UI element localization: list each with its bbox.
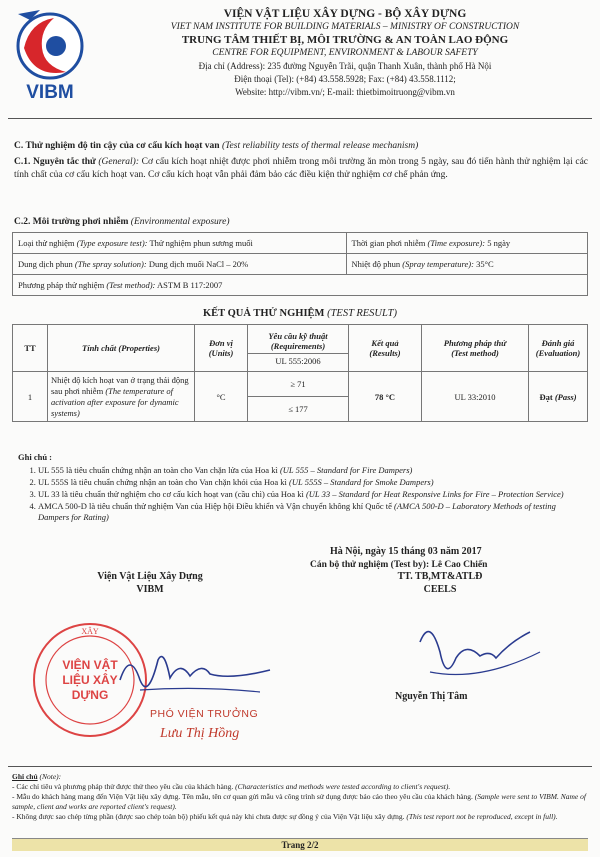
institute-signatory: Viện Vật Liệu Xây Dựng VIBM	[97, 571, 203, 595]
notes: Ghi chú : 1. UL 555 là tiêu chuẩn chứng nhận an toàn cho Van chặn lửa của Hoa kì (UL 555 – Standard for Fire Dampers) 2. UL 555S là tiêu chuẩn chứng nhận an toàn cho Van chặn khói của Hoa kì (UL 555S – Standard for Smoke Dampers) 3. UL 33 là tiêu chuẩn thử nghiệm cho cơ cấu kích hoạt van (cầu chì) của Hoa kì (UL 33 – Standard for Heat Responsive Links for Fire – Protection Service) 4. AMCA 500-D là tiêu chuẩn thử nghiệm Van của Hiệp hội Điều khiển và Vận chuyển không khí Quốc tế (AMCA 500-D – Laboratory Methods of testing Dampers for Rating)	[18, 452, 588, 524]
section-c-title: C. Thử nghiệm độ tin cậy của cơ cấu kích hoạt van (Test reliability tests of thermal release mechanism)	[14, 141, 419, 151]
list-item: 4. AMCA 500-D là tiêu chuẩn thử nghiệm Van của Hiệp hội Điều khiển và Vận chuyển không khí Quốc tế (AMCA 500-D – Laboratory Methods of testing Dampers for Rating)	[38, 501, 588, 523]
col-unit: Đơn vị (Units)	[195, 325, 248, 372]
tested-by: Cán bộ thử nghiệm (Test by): Lê Cao Chiến	[310, 560, 488, 570]
centre-name-en: CENTRE FOR EQUIPMENT, ENVIRONMENT & LABOUR SAFETY	[212, 48, 478, 58]
address: Địa chỉ (Address): 235 đường Nguyễn Trãi, quận Thanh Xuân, thành phố Hà Nội	[198, 61, 492, 71]
institute-stamp: XÂY VIỆN VẬT LIỆU XÂY DỰNG	[30, 620, 150, 740]
institute-name-en: VIET NAM INSTITUTE FOR BUILDING MATERIALS – MINISTRY OF CONSTRUCTION	[170, 22, 520, 32]
results-table	[12, 324, 588, 422]
exposure-table	[12, 232, 588, 296]
col-evaluation: Đánh giá (Evaluation)	[529, 325, 588, 372]
footer-divider	[8, 766, 592, 767]
spray-temp-cell: Nhiệt độ phun (Spray temperature): 35°C	[346, 254, 588, 275]
website-email: Website: http://vibm.vn/; E-mail: thietbimoitruong@vibm.vn	[235, 87, 455, 97]
deputy-director-title: PHÓ VIỆN TRƯỞNG	[150, 708, 259, 720]
centre-name-vn: TRUNG TÂM THIẾT BỊ, MÔI TRƯỜNG & AN TOÀN LAO ĐỘNG	[181, 34, 509, 46]
section-c1: C.1. Nguyên tắc thử (General): Cơ cấu kích hoạt nhiệt được phơi nhiễm trong môi trường ăn mòn trong 5 ngày, sau đó tiến hành thử nghiệm lại các tính chất của cơ cấu kích hoạt van. Cơ cấu kích hoạt vẫn phải đảm bảo các điều kiện thử nghiệm cơ chế phản ứng.	[14, 157, 589, 180]
logo-text: VIBM	[26, 82, 74, 103]
list-item: 2. UL 555S là tiêu chuẩn chứng nhận an toàn cho Van chặn khói của Hoa kì (UL 555S – Standard for Smoke Dampers)	[38, 477, 588, 488]
col-requirement: Yêu cầu kỹ thuật (Requirements) UL 555:2006	[248, 325, 349, 372]
report-date: Hà Nội, ngày 15 tháng 03 năm 2017	[330, 546, 482, 557]
page-number: Trang 2/2	[12, 838, 588, 851]
results-title: KẾT QUẢ THỬ NGHIỆM (TEST RESULT)	[203, 308, 397, 319]
footer-notes: Ghi chú (Note): - Các chỉ tiêu và phương pháp thử được thử theo yêu cầu của khách hàng. (Characteristics and methods were tested according to client's request). - Mẫu do khách hàng mang đến Viện Vật liệu xây dựng. Tên mẫu, tên cơ quan gửi mẫu và công trình sử dụng được báo cáo theo yêu cầu của khách hàng. (Sample were sent to VIBM. Name of sample, client and works are reported client's request). - Không được sao chép từng phần (được sao chép toàn bộ) phiếu kết quả này khi chưa được sự đồng ý của Viện Vật liệu xây dựng. (This test report not be reproduced, except in full).	[12, 772, 586, 821]
section-c2-title: C.2. Môi trường phơi nhiễm (Environmental exposure)	[14, 217, 230, 227]
centre-signatory: TT. TB,MT&ATLĐ CEELS	[397, 571, 483, 595]
svg-text:XÂY: XÂY	[81, 627, 99, 636]
table-row: 1 Nhiệt độ kích hoạt van ở trạng thái động sau phơi nhiễm (The temperature of activation after exposure for dynamic systems) °C ≥ 71 ≤ 177 78 °C UL 33:2010 Đạt (Pass)	[13, 372, 588, 422]
institute-name-vn: VIỆN VẬT LIỆU XÂY DỰNG - BỘ XÂY DỰNG	[223, 8, 467, 20]
col-method: Phương pháp thử (Test method)	[422, 325, 529, 372]
col-property: Tính chất (Properties)	[48, 325, 195, 372]
tester-signature	[400, 612, 550, 692]
test-method-cell: Phương pháp thử nghiệm (Test method): ASTM B 117:2007	[13, 275, 588, 296]
col-tt: TT	[13, 325, 48, 372]
exposure-time-cell: Thời gian phơi nhiễm (Time exposure): 5 ngày	[346, 233, 588, 254]
phone-fax: Điện thoại (Tel): (+84) 43.558.5928; Fax: (+84) 43.558.1112;	[234, 74, 456, 84]
letterhead	[100, 8, 590, 99]
centre-head-name: Nguyễn Thị Tâm	[395, 691, 468, 702]
vibm-logo	[10, 8, 90, 108]
deputy-director-name: Lưu Thị Hồng	[160, 726, 240, 741]
header-divider	[8, 118, 592, 119]
exposure-type-cell: Loại thử nghiệm (Type exposure test): Thử nghiệm phun sương muối	[13, 233, 347, 254]
list-item: 1. UL 555 là tiêu chuẩn chứng nhận an toàn cho Van chặn lửa của Hoa kì (UL 555 – Standard for Fire Dampers)	[38, 465, 588, 476]
deputy-signature	[110, 640, 280, 700]
col-result: Kết quả (Results)	[349, 325, 422, 372]
list-item: 3. UL 33 là tiêu chuẩn thử nghiệm cho cơ cấu kích hoạt van (cầu chì) của Hoa kì (UL 33 – Standard for Heat Responsive Links for Fire – Protection Service)	[38, 489, 588, 500]
spray-solution-cell: Dung dịch phun (The spray solution): Dung dịch muối NaCl – 20%	[13, 254, 347, 275]
